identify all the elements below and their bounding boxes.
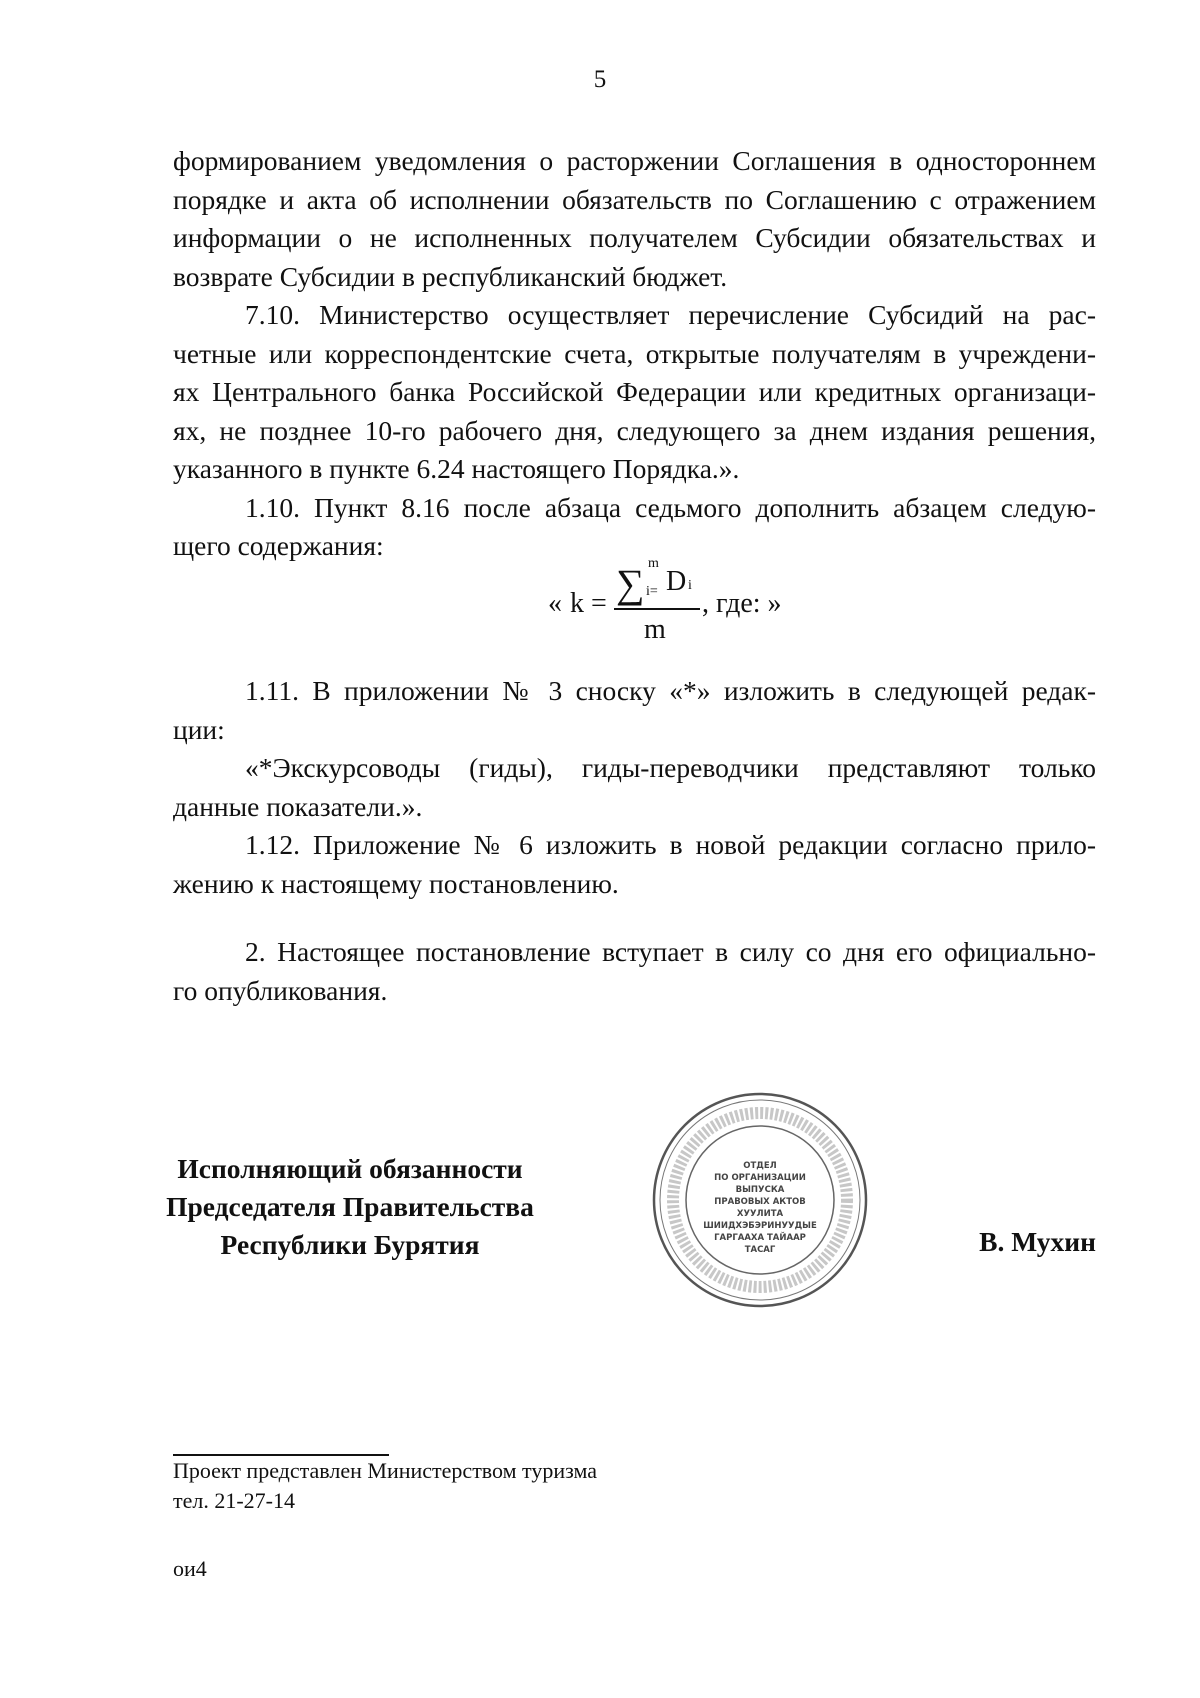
signer-title-line: Председателя Правительства — [166, 1191, 534, 1222]
signer-title-line: Исполняющий обязанности — [177, 1153, 523, 1184]
formula-denominator: m — [644, 614, 666, 645]
footnote — [173, 1456, 597, 1516]
signer-title — [140, 1150, 560, 1264]
formula-tail: , где: » — [702, 588, 782, 619]
text-line: 1.12. Приложение № 6 изложить в новой редакции согласно прило- — [245, 829, 1096, 860]
text-line: ях, не позднее 10-го рабочего дня, следующего за днем издания решения, — [173, 414, 1096, 446]
paragraph-1-12 — [173, 826, 1096, 903]
document-code: ои4 — [173, 1556, 207, 1581]
stamp-text: ГАРГААХА ТАЙААР — [714, 1233, 806, 1243]
paragraph-7-10 — [173, 296, 1096, 489]
stamp-text: ПО ОРГАНИЗАЦИИ — [714, 1173, 806, 1183]
document-body — [173, 142, 1096, 566]
text-line: данные показатели.». — [173, 790, 423, 822]
formula-term: D — [666, 566, 687, 597]
paragraph-1-11 — [173, 672, 1096, 749]
text-line: ях Центрального банка Российской Федерации или кредитных организаци- — [173, 376, 1096, 407]
stamp-text: ПРАВОВЫХ АКТОВ — [714, 1197, 806, 1207]
text-line: указанного в пункте 6.24 настоящего Порядка.». — [173, 453, 740, 484]
text-line: четные или корреспондентские счета, открытые получателям в учреждени- — [173, 337, 1096, 369]
text-line: 7.10. Министерство осуществляет перечисление Субсидий на рас- — [245, 299, 1096, 330]
signer-title-line: Республики Бурятия — [220, 1229, 480, 1260]
footnote-line: Проект представлен Министерством туризма — [173, 1458, 598, 1483]
text-line: 1.10. Пункт 8.16 после абзаца седьмого дополнить абзацем следую- — [245, 491, 1096, 523]
text-line: щего содержания: — [173, 530, 384, 561]
formula-sum-symbol: ∑ — [616, 561, 645, 606]
paragraph-1-10 — [173, 489, 1096, 566]
text-line: «*Экскурсоводы (гиды), гиды-переводчики представляют только — [245, 752, 1096, 783]
formula-lhs: k = — [570, 588, 607, 619]
formula-upper-limit: m — [648, 556, 659, 571]
official-stamp-seal — [650, 1090, 870, 1310]
text-line: жению к настоящему постановлению. — [173, 867, 619, 899]
paragraph-2 — [173, 933, 1096, 1010]
paragraph-termination-notice — [173, 142, 1096, 296]
stamp-text: ОТДЕЛ — [743, 1161, 777, 1171]
text-line: информации о не исполненных получателем Субсидии обязательствах и — [173, 222, 1096, 253]
paragraph-footnote-quote — [173, 749, 1096, 826]
formula-lower-limit: i= — [646, 584, 658, 599]
footnote-line: тел. 21-27-14 — [173, 1488, 296, 1513]
text-line: 1.11. В приложении № 3 сноску «*» изложить в следующей редак- — [245, 675, 1096, 706]
fraction-bar — [614, 608, 700, 610]
formula-term-subscript: i — [688, 578, 692, 593]
formula-open-quote: « — [548, 588, 562, 619]
text-line: го опубликования. — [173, 974, 388, 1006]
text-line: возврате Субсидии в республиканский бюджет. — [173, 260, 728, 292]
document-body-continued — [173, 672, 1096, 1010]
page-number: 5 — [593, 66, 607, 93]
stamp-text: ШИИДХЭБЭРИНУУДЫЕ — [703, 1221, 817, 1231]
stamp-text: ХУУЛИТА — [736, 1209, 784, 1219]
stamp-text: ВЫПУСКА — [735, 1185, 785, 1195]
text-line: формированием уведомления о расторжении Соглашения в одностороннем — [173, 145, 1096, 176]
stamp-text: ТАСАГ — [744, 1245, 776, 1255]
text-line: ции: — [173, 713, 225, 745]
text-line: порядке и акта об исполнении обязательств по Соглашению с отражением — [173, 183, 1096, 215]
text-line: 2. Настоящее постановление вступает в силу со дня его официально- — [245, 936, 1096, 967]
signer-name: В. Мухин — [979, 1226, 1096, 1257]
